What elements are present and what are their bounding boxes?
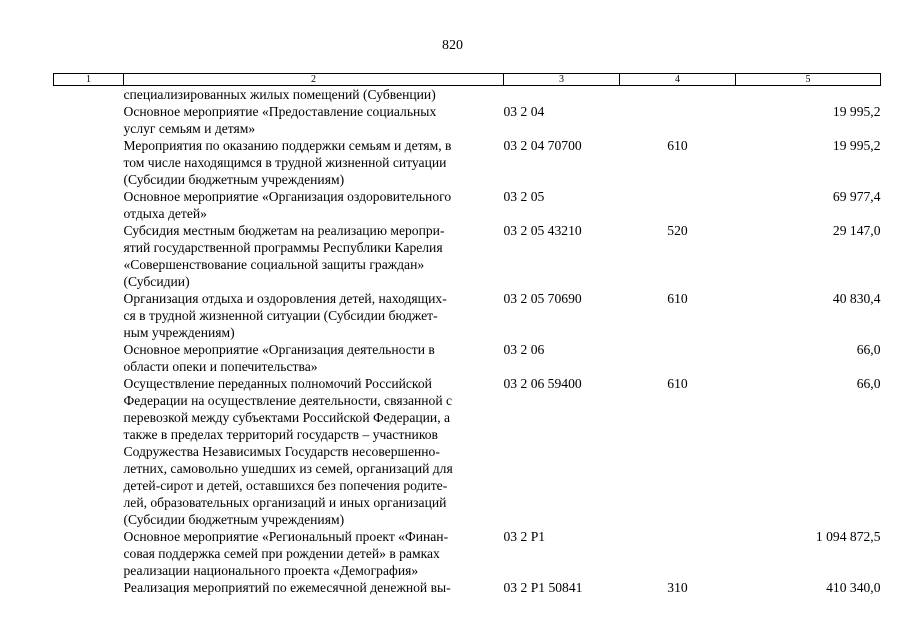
row-name-line: летних, самовольно ушедших из семей, организаций для (123, 461, 453, 476)
row-type-cell (620, 103, 736, 137)
row-amount-cell: 410 340,0 (826, 580, 881, 595)
row-name-line: Основное мероприятие «Организация деятельности в (123, 342, 435, 357)
row-name-line: детей-сирот и детей, оставшихся без попечения родите- (123, 478, 448, 493)
row-name-line: Организация отдыха и оздоровления детей, находящих- (123, 291, 447, 306)
row-type-cell (620, 341, 736, 375)
row-name-cell (124, 528, 504, 579)
row-name-line: Осуществление переданных полномочий Российской (123, 376, 432, 391)
row-blank-cell (54, 188, 124, 222)
row-type-cell (620, 86, 736, 104)
table-body (54, 86, 881, 597)
row-code-cell: 03 2 05 43210 (503, 223, 582, 238)
table-row (54, 188, 881, 222)
row-name-line: специализированных жилых помещений (Субвенции) (123, 87, 436, 102)
row-name-line: Основное мероприятие «Организация оздоровительного (123, 189, 452, 204)
row-name-cell (124, 290, 504, 341)
page-number: 820 (442, 38, 463, 53)
column-header-3: 3 (504, 74, 620, 86)
row-name-line: совая поддержка семей при рождении детей» в рамках (123, 546, 440, 561)
row-amount-cell: 66,0 (856, 376, 881, 391)
row-blank-cell (54, 375, 124, 528)
row-code-cell (504, 86, 620, 104)
row-amount-cell: 1 094 872,5 (815, 529, 881, 544)
table-row (54, 341, 881, 375)
budget-table (53, 73, 881, 596)
row-name-line: Реализация мероприятий по ежемесячной денежной вы- (123, 580, 451, 595)
row-type-cell: 610 (667, 376, 688, 391)
row-name-line: отдыха детей» (123, 206, 207, 221)
row-name-cell (124, 103, 504, 137)
table-row (54, 290, 881, 341)
column-header-1: 1 (54, 74, 124, 86)
row-code-cell: 03 2 P1 50841 (503, 580, 583, 595)
row-blank-cell (54, 103, 124, 137)
row-name-cell (124, 341, 504, 375)
row-name-cell (124, 188, 504, 222)
column-number-row (54, 74, 881, 86)
row-name-cell (124, 222, 504, 290)
row-type-cell: 610 (667, 138, 688, 153)
row-code-cell: 03 2 04 70700 (503, 138, 582, 153)
row-code-cell: 03 2 06 59400 (503, 376, 582, 391)
table-row (54, 375, 881, 528)
row-blank-cell (54, 528, 124, 579)
row-name-line: (Субсидии бюджетным учреждениям) (123, 512, 345, 527)
row-amount-cell (736, 86, 881, 104)
row-blank-cell (54, 341, 124, 375)
row-blank-cell (54, 290, 124, 341)
row-type-cell: 310 (667, 580, 688, 595)
row-name-line: ятий государственной программы Республики Карелия (123, 240, 443, 255)
column-header-5: 5 (736, 74, 881, 86)
row-name-line: том числе находящимся в трудной жизненной ситуации (123, 155, 447, 170)
row-code-cell: 03 2 05 70690 (503, 291, 582, 306)
row-name-line: области опеки и попечительства» (123, 359, 318, 374)
row-name-line: Основное мероприятие «Предоставление социальных (123, 104, 437, 119)
row-amount-cell: 19 995,2 (832, 138, 881, 153)
row-code-cell: 03 2 P1 (503, 529, 546, 544)
row-name-line: услуг семьям и детям» (123, 121, 256, 136)
row-amount-cell: 40 830,4 (832, 291, 881, 306)
row-blank-cell (54, 137, 124, 188)
row-name-cell (124, 579, 504, 596)
row-name-line: также в пределах территорий государств – участников (123, 427, 438, 442)
row-code-cell: 03 2 05 (503, 189, 545, 204)
row-name-cell (124, 86, 504, 104)
row-blank-cell (54, 579, 124, 596)
row-amount-cell: 19 995,2 (832, 104, 881, 119)
row-amount-cell: 66,0 (856, 342, 881, 357)
row-blank-cell (54, 86, 124, 104)
row-code-cell: 03 2 04 (503, 104, 545, 119)
row-name-line: Мероприятия по оказанию поддержки семьям и детям, в (123, 138, 452, 153)
row-type-cell: 520 (667, 223, 688, 238)
row-amount-cell: 69 977,4 (832, 189, 881, 204)
table-row (54, 579, 881, 596)
row-name-line: Федерации на осуществление деятельности, связанной с (123, 393, 453, 408)
row-type-cell: 610 (667, 291, 688, 306)
row-name-line: «Совершенствование социальной защиты граждан» (123, 257, 425, 272)
column-header-4: 4 (620, 74, 736, 86)
row-type-cell (620, 528, 736, 579)
row-type-cell (620, 188, 736, 222)
row-name-line: (Субсидии) (123, 274, 190, 289)
row-name-line: Субсидия местным бюджетам на реализацию меропри- (123, 223, 445, 238)
column-header-2: 2 (124, 74, 504, 86)
row-name-line: лей, образовательных организаций и иных организаций (123, 495, 447, 510)
row-name-line: ся в трудной жизненной ситуации (Субсидии бюджет- (123, 308, 438, 323)
row-code-cell: 03 2 06 (503, 342, 545, 357)
row-name-cell (124, 137, 504, 188)
table-row (54, 137, 881, 188)
row-name-cell (124, 375, 504, 528)
row-blank-cell (54, 222, 124, 290)
row-name-line: Основное мероприятие «Региональный проект «Финан- (123, 529, 449, 544)
row-name-line: ным учреждениям) (123, 325, 235, 340)
table-row (54, 222, 881, 290)
table-row (54, 103, 881, 137)
row-name-line: (Субсидии бюджетным учреждениям) (123, 172, 345, 187)
row-name-line: реализации национального проекта «Демография» (123, 563, 419, 578)
row-amount-cell: 29 147,0 (832, 223, 881, 238)
row-name-line: Содружества Независимых Государств несовершенно- (123, 444, 440, 459)
table-row (54, 528, 881, 579)
table-row (54, 86, 881, 104)
row-name-line: перевозкой между субъектами Российской Федерации, а (123, 410, 451, 425)
